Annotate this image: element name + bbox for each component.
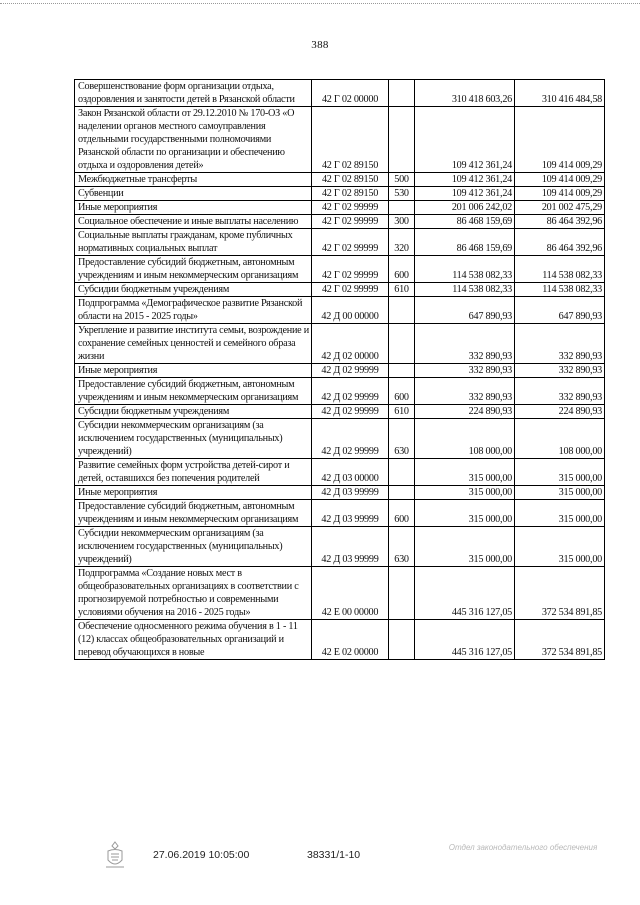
row-amount-2019-cell: 109 412 361,24 xyxy=(415,187,515,201)
footer-datetime: 27.06.2019 10:05:00 xyxy=(153,849,250,861)
row-amount-2020-cell: 332 890,93 xyxy=(515,324,605,364)
row-code-cell: 42 Д 03 99999 xyxy=(312,486,389,500)
row-amount-2019-cell: 315 000,00 xyxy=(415,527,515,567)
row-amount-2020-cell: 201 002 475,29 xyxy=(515,201,605,215)
scan-top-edge xyxy=(0,3,640,5)
table-row xyxy=(75,80,605,107)
row-amount-2019-cell: 201 006 242,02 xyxy=(415,201,515,215)
row-amount-2020-cell: 114 538 082,33 xyxy=(515,256,605,283)
row-expense-type-cell xyxy=(389,486,415,500)
row-name-cell: Обеспечение односменного режима обучения в 1 - 11 (12) классах общеобразовательных организаций и перевод обучающихся в новые xyxy=(75,620,312,660)
row-amount-2019-cell: 224 890,93 xyxy=(415,405,515,419)
row-expense-type-cell: 300 xyxy=(389,215,415,229)
table-row xyxy=(75,107,605,173)
row-expense-type-cell: 630 xyxy=(389,419,415,459)
row-amount-2020-cell: 372 534 891,85 xyxy=(515,620,605,660)
row-name-cell: Предоставление субсидий бюджетным, автономным учреждениям и иным некоммерческим организациям xyxy=(75,378,312,405)
row-code-cell: 42 Г 02 99999 xyxy=(312,229,389,256)
row-code-cell: 42 Д 03 99999 xyxy=(312,527,389,567)
row-code-cell: 42 Г 02 99999 xyxy=(312,201,389,215)
row-expense-type-cell xyxy=(389,80,415,107)
row-code-cell: 42 Г 02 99999 xyxy=(312,215,389,229)
row-expense-type-cell: 600 xyxy=(389,500,415,527)
row-amount-2019-cell: 445 316 127,05 xyxy=(415,620,515,660)
table-row xyxy=(75,405,605,419)
row-name-cell: Субвенции xyxy=(75,187,312,201)
row-name-cell: Иные мероприятия xyxy=(75,201,312,215)
row-code-cell: 42 Д 02 99999 xyxy=(312,405,389,419)
row-name-cell: Предоставление субсидий бюджетным, автономным учреждениям и иным некоммерческим организациям xyxy=(75,256,312,283)
table-row xyxy=(75,486,605,500)
row-amount-2020-cell: 332 890,93 xyxy=(515,378,605,405)
footer-document-code: 38331/1-10 xyxy=(307,849,361,861)
row-name-cell: Субсидии бюджетным учреждениям xyxy=(75,405,312,419)
row-amount-2020-cell: 109 414 009,29 xyxy=(515,107,605,173)
table-row xyxy=(75,173,605,187)
table-row xyxy=(75,283,605,297)
row-amount-2020-cell: 315 000,00 xyxy=(515,500,605,527)
row-code-cell: 42 Г 02 89150 xyxy=(312,187,389,201)
row-code-cell: 42 Г 02 99999 xyxy=(312,283,389,297)
row-expense-type-cell: 530 xyxy=(389,187,415,201)
row-name-cell: Социальные выплаты гражданам, кроме публичных нормативных социальных выплат xyxy=(75,229,312,256)
row-expense-type-cell: 320 xyxy=(389,229,415,256)
row-name-cell: Межбюджетные трансферты xyxy=(75,173,312,187)
row-expense-type-cell: 610 xyxy=(389,283,415,297)
row-amount-2019-cell: 445 316 127,05 xyxy=(415,567,515,620)
row-name-cell: Субсидии бюджетным учреждениям xyxy=(75,283,312,297)
table-row xyxy=(75,378,605,405)
row-expense-type-cell xyxy=(389,364,415,378)
row-expense-type-cell xyxy=(389,567,415,620)
row-code-cell: 42 Е 02 00000 xyxy=(312,620,389,660)
row-code-cell: 42 Г 02 89150 xyxy=(312,173,389,187)
row-expense-type-cell: 600 xyxy=(389,256,415,283)
row-expense-type-cell xyxy=(389,459,415,486)
table-row xyxy=(75,364,605,378)
row-expense-type-cell: 500 xyxy=(389,173,415,187)
row-code-cell: 42 Д 00 00000 xyxy=(312,297,389,324)
row-name-cell: Иные мероприятия xyxy=(75,486,312,500)
row-expense-type-cell xyxy=(389,297,415,324)
row-amount-2020-cell: 109 414 009,29 xyxy=(515,187,605,201)
table-row xyxy=(75,187,605,201)
row-amount-2020-cell: 224 890,93 xyxy=(515,405,605,419)
row-amount-2020-cell: 86 464 392,96 xyxy=(515,215,605,229)
row-amount-2020-cell: 114 538 082,33 xyxy=(515,283,605,297)
row-amount-2020-cell: 332 890,93 xyxy=(515,364,605,378)
table-row xyxy=(75,500,605,527)
table-row xyxy=(75,215,605,229)
row-amount-2020-cell: 310 416 484,58 xyxy=(515,80,605,107)
row-expense-type-cell xyxy=(389,201,415,215)
row-amount-2020-cell: 315 000,00 xyxy=(515,486,605,500)
table-row xyxy=(75,419,605,459)
row-name-cell: Подпрограмма «Создание новых мест в общеобразовательных организациях в соответствии с прогнозируемой потребностью и современными условиями обучения на 2016 - 2025 годы» xyxy=(75,567,312,620)
row-amount-2020-cell: 315 000,00 xyxy=(515,527,605,567)
table-row xyxy=(75,229,605,256)
row-expense-type-cell xyxy=(389,324,415,364)
row-name-cell: Укрепление и развитие института семьи, возрождение и сохранение семейных ценностей и семейного образа жизни xyxy=(75,324,312,364)
row-name-cell: Подпрограмма «Демографическое развитие Рязанской области на 2015 - 2025 годы» xyxy=(75,297,312,324)
row-amount-2019-cell: 315 000,00 xyxy=(415,486,515,500)
row-amount-2020-cell: 372 534 891,85 xyxy=(515,567,605,620)
row-amount-2020-cell: 315 000,00 xyxy=(515,459,605,486)
row-amount-2019-cell: 315 000,00 xyxy=(415,459,515,486)
row-amount-2020-cell: 109 414 009,29 xyxy=(515,173,605,187)
row-amount-2019-cell: 109 412 361,24 xyxy=(415,173,515,187)
row-code-cell: 42 Д 03 00000 xyxy=(312,459,389,486)
row-name-cell: Развитие семейных форм устройства детей-сирот и детей, оставшихся без попечения родителей xyxy=(75,459,312,486)
row-amount-2019-cell: 86 468 159,69 xyxy=(415,229,515,256)
table-row xyxy=(75,297,605,324)
row-code-cell: 42 Г 02 00000 xyxy=(312,80,389,107)
row-amount-2020-cell: 86 464 392,96 xyxy=(515,229,605,256)
table-row xyxy=(75,459,605,486)
table-row xyxy=(75,567,605,620)
row-amount-2020-cell: 647 890,93 xyxy=(515,297,605,324)
budget-table-body xyxy=(75,80,605,660)
row-amount-2019-cell: 108 000,00 xyxy=(415,419,515,459)
row-amount-2019-cell: 310 418 603,26 xyxy=(415,80,515,107)
row-amount-2019-cell: 114 538 082,33 xyxy=(415,256,515,283)
row-amount-2020-cell: 108 000,00 xyxy=(515,419,605,459)
row-amount-2019-cell: 109 412 361,24 xyxy=(415,107,515,173)
department-stamp: Отдел законодательного обеспечения xyxy=(448,843,598,852)
table-row xyxy=(75,527,605,567)
row-name-cell: Субсидии некоммерческим организациям (за исключением государственных (муниципальных) учреждений) xyxy=(75,527,312,567)
row-code-cell: 42 Д 03 99999 xyxy=(312,500,389,527)
row-name-cell: Закон Рязанской области от 29.12.2010 № 170-ОЗ «О наделении органов местного самоуправления отдельными государственными полномочиями Рязанской области по организации и обеспечению отдыха и оздоровления детей» xyxy=(75,107,312,173)
row-code-cell: 42 Д 02 99999 xyxy=(312,378,389,405)
row-name-cell: Совершенствование форм организации отдыха, оздоровления и занятости детей в Рязанской области xyxy=(75,80,312,107)
table-row xyxy=(75,201,605,215)
row-expense-type-cell: 630 xyxy=(389,527,415,567)
coat-of-arms-emblem xyxy=(104,840,126,870)
budget-table xyxy=(74,79,605,660)
page-number: 388 xyxy=(311,39,329,51)
table-row xyxy=(75,620,605,660)
row-code-cell: 42 Д 02 99999 xyxy=(312,364,389,378)
row-amount-2019-cell: 647 890,93 xyxy=(415,297,515,324)
row-amount-2019-cell: 114 538 082,33 xyxy=(415,283,515,297)
row-amount-2019-cell: 332 890,93 xyxy=(415,324,515,364)
row-expense-type-cell: 600 xyxy=(389,378,415,405)
row-code-cell: 42 Д 02 00000 xyxy=(312,324,389,364)
row-code-cell: 42 Д 02 99999 xyxy=(312,419,389,459)
row-expense-type-cell xyxy=(389,107,415,173)
row-code-cell: 42 Г 02 99999 xyxy=(312,256,389,283)
row-amount-2019-cell: 332 890,93 xyxy=(415,378,515,405)
row-amount-2019-cell: 332 890,93 xyxy=(415,364,515,378)
row-name-cell: Предоставление субсидий бюджетным, автономным учреждениям и иным некоммерческим организациям xyxy=(75,500,312,527)
row-name-cell: Субсидии некоммерческим организациям (за исключением государственных (муниципальных) учреждений) xyxy=(75,419,312,459)
row-code-cell: 42 Е 00 00000 xyxy=(312,567,389,620)
row-code-cell: 42 Г 02 89150 xyxy=(312,107,389,173)
table-row xyxy=(75,256,605,283)
row-amount-2019-cell: 86 468 159,69 xyxy=(415,215,515,229)
row-expense-type-cell xyxy=(389,620,415,660)
row-expense-type-cell: 610 xyxy=(389,405,415,419)
row-name-cell: Иные мероприятия xyxy=(75,364,312,378)
row-name-cell: Социальное обеспечение и иные выплаты населению xyxy=(75,215,312,229)
table-row xyxy=(75,324,605,364)
row-amount-2019-cell: 315 000,00 xyxy=(415,500,515,527)
